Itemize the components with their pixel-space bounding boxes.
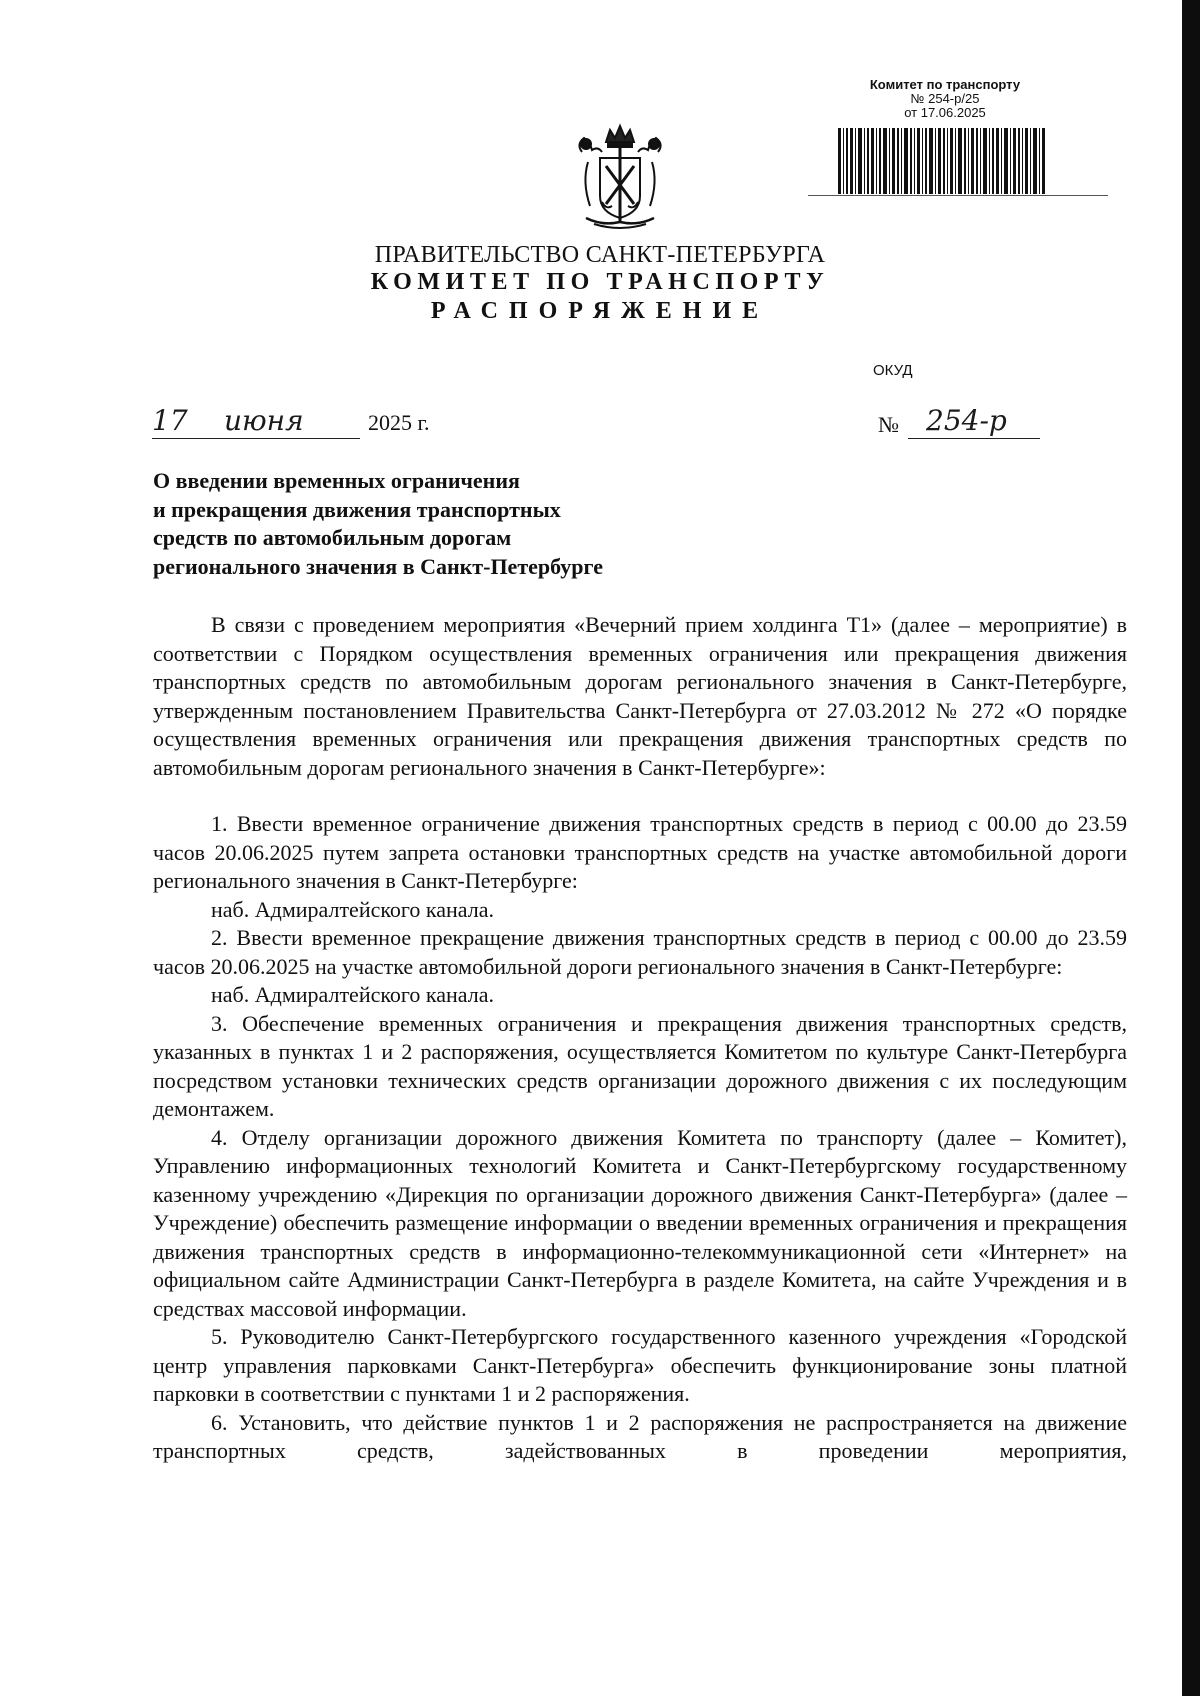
item-6-paragraph: 6. Установить, что действие пунктов 1 и 2 распоряжения не распространяется на движение транспортных средств, задействованных в проведении мероприятия, <box>153 1409 1127 1463</box>
barcode <box>838 128 1048 194</box>
subject-line: регионального значения в Санкт-Петербурге <box>153 553 603 579</box>
date-underline <box>152 438 360 439</box>
item-2-location: наб. Адмиралтейского канала. <box>211 982 495 1007</box>
preamble-paragraph: В связи с проведением мероприятия «Вечерний прием холдинга Т1» (далее – мероприятие) в соответствии с Порядком осуществления временных ограничения или прекращения движения транспортных средств по автомобильным дорогам регионального значения в Санкт-Петербурге, утвержденным постановлением Правительства Санкт-Петербурга от 27.03.2012 № 272 «О порядке осуществления временных ограничения или прекращения движения транспортных средств по автомобильным дорогам регионального значения в Санкт-Петербурге»: <box>153 612 1127 780</box>
item-1-paragraph: 1. Ввести временное ограничение движения транспортных средств в период с 00.00 до 23.59 часов 20.06.2025 путем запрета остановки транспортных средств на участке автомобильной дороги регионального значения в Санкт-Петербурге: <box>153 811 1127 893</box>
government-title: ПРАВИТЕЛЬСТВО САНКТ-ПЕТЕРБУРГА <box>374 242 826 268</box>
subject-line: и прекращения движения транспортных <box>153 496 561 522</box>
document-body <box>153 611 1127 1466</box>
stamp-underline <box>808 195 1108 196</box>
date-month: июня <box>224 404 304 437</box>
stamp-number: № 254-р/25 <box>910 91 980 106</box>
committee-title: КОМИТЕТ ПО ТРАНСПОРТУ <box>370 269 830 295</box>
date-day: 17 <box>152 404 188 437</box>
registration-stamp <box>840 78 1050 120</box>
item-4-paragraph: 4. Отделу организации дорожного движения Комитета по транспорту (далее – Комитет), Управлению информационных технологий Комитета и Санкт-Петербургскому государственному казенному учреждению «Дирекция по организации дорожного движения Санкт-Петербурга» (далее – Учреждение) обеспечить размещение информации о введении временных ограничения и прекращения движения транспортных средств в информационно-телекоммуникационной сети «Интернет» на официальном сайте Администрации Санкт-Петербурга в разделе Комитета, на сайте Учреждения и в средствах массовой информации. <box>153 1124 1127 1321</box>
item-2-paragraph: 2. Ввести временное прекращение движения транспортных средств в период с 00.00 до 23.59 часов 20.06.2025 на участке автомобильной дороги регионального значения в Санкт-Петербурге: <box>153 925 1127 979</box>
number-underline <box>908 438 1040 439</box>
date-year: 2025 г. <box>368 410 430 435</box>
document-date <box>152 404 482 444</box>
subject-line: О введении временных ограничения <box>153 468 520 493</box>
subject-line: средств по автомобильным дорогам <box>153 525 512 550</box>
stamp-date: от 17.06.2025 <box>904 105 986 120</box>
document-subject <box>153 467 713 581</box>
okud-label: ОКУД <box>873 362 913 379</box>
coat-of-arms-icon <box>572 122 668 232</box>
stamp-committee: Комитет по транспорту <box>869 77 1021 92</box>
document-number <box>878 404 1040 444</box>
item-1-location: наб. Адмиралтейского канала. <box>211 896 495 922</box>
item-5-paragraph: 5. Руководителю Санкт-Петербургского государственного казенного учреждения «Городской центр управления парковками Санкт-Петербурга» обеспечить функционирование зоны платной парковки в соответствии с пунктами 1 и 2 распоряжения. <box>153 1324 1127 1406</box>
number-sign: № <box>878 412 899 437</box>
document-type: РАСПОРЯЖЕНИЕ <box>430 298 770 324</box>
item-3-paragraph: 3. Обеспечение временных ограничения и прекращения движения транспортных средств, указанных в пунктах 1 и 2 распоряжения, осуществляется Комитетом по культуре Санкт-Петербурга посредством установки технических средств организации дорожного движения с их последующим демонтажем. <box>153 1010 1127 1121</box>
number-value: 254-р <box>926 404 1007 437</box>
